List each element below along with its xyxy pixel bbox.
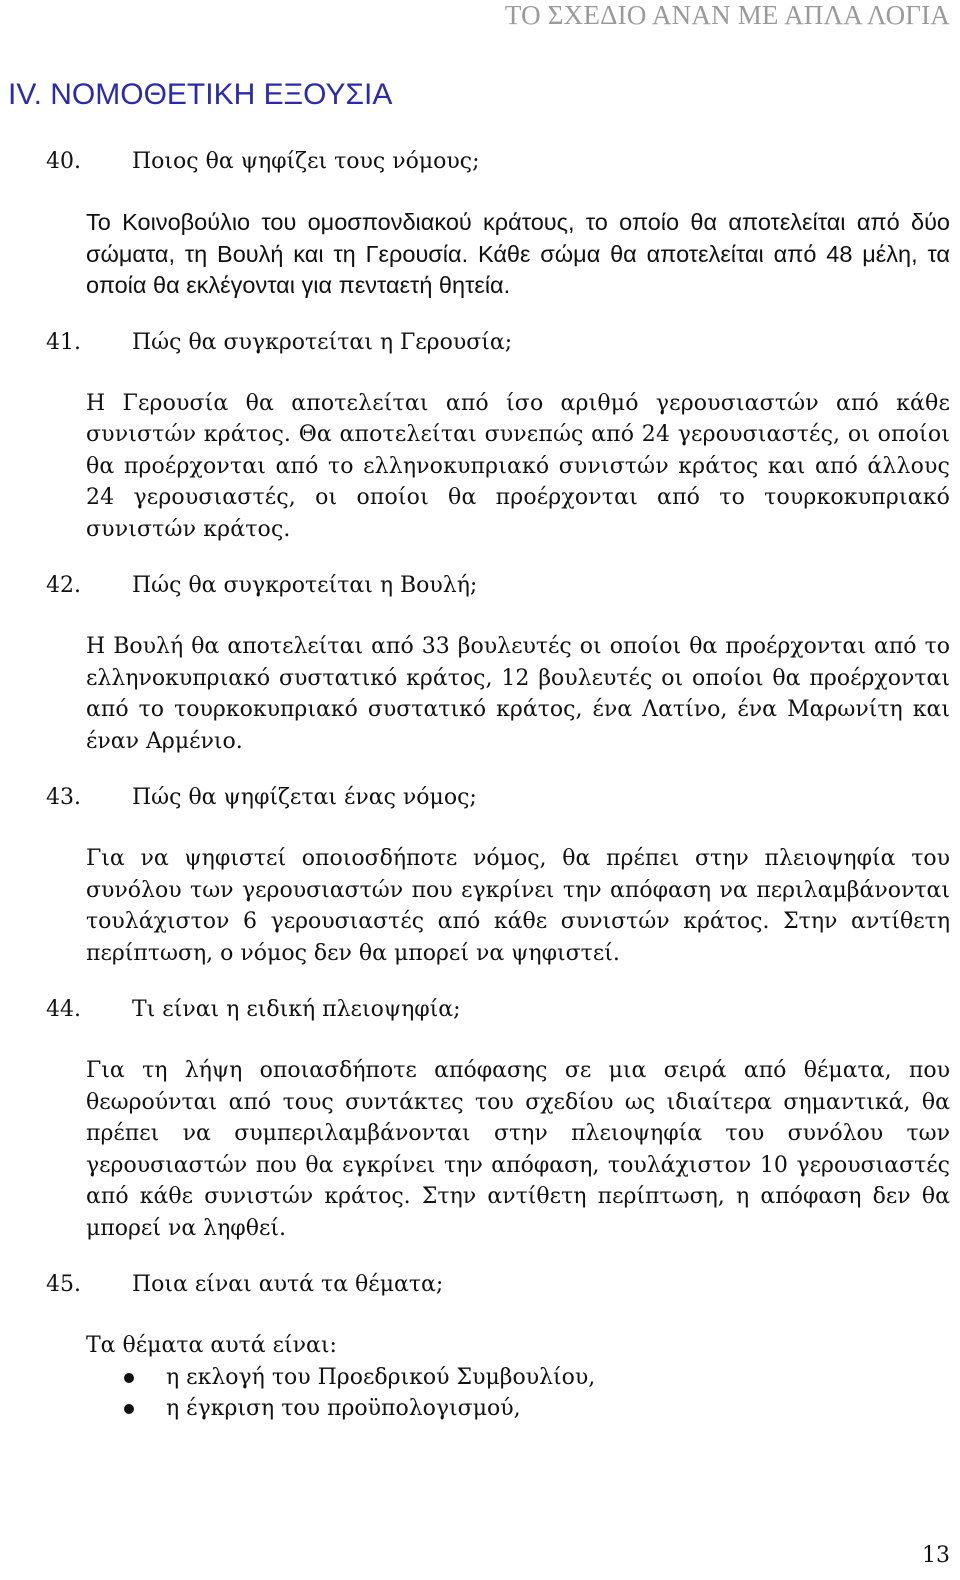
question-number: 45. bbox=[46, 1272, 81, 1297]
list-item bbox=[86, 1362, 960, 1394]
bullet-icon bbox=[124, 1404, 134, 1414]
question-44 bbox=[0, 993, 960, 1027]
topics-list bbox=[86, 1362, 960, 1425]
answer-43: Για να ψηφιστεί οποιοσδήποτε νόμος, θα πρέπει στην πλειοψηφία του συνόλου των γερουσιαστών που εγκρίνει την απόφαση να περιλαμβάνονται τουλάχιστον 6 γερουσιαστές από κάθε συνιστών κράτος. Στην αντίθετη περίπτωση, ο νόμος δεν θα μπορεί να ψηφιστεί. bbox=[86, 846, 950, 966]
question-text: Ποια είναι αυτά τα θέματα; bbox=[132, 1272, 444, 1297]
question-text: Ποιος θα ψηφίζει τους νόμους; bbox=[132, 149, 480, 174]
question-number: 44. bbox=[46, 997, 81, 1022]
question-number: 42. bbox=[46, 573, 81, 598]
question-45 bbox=[0, 1268, 960, 1302]
section-title: IV. ΝΟΜΟΘΕΤΙΚΗ ΕΞΟΥΣΙΑ bbox=[8, 78, 393, 111]
list-item-text: η εκλογή του Προεδρικού Συμβουλίου, bbox=[166, 1364, 596, 1390]
question-40 bbox=[0, 145, 960, 179]
question-number: 41. bbox=[46, 329, 81, 355]
question-number: 40. bbox=[46, 149, 81, 174]
question-text: Πώς θα ψηφίζεται ένας νόμος; bbox=[132, 785, 477, 810]
answer-45-intro: Τα θέματα αυτά είναι: bbox=[86, 1333, 337, 1358]
answer-42: Η Βουλή θα αποτελείται από 33 βουλευτές οι οποίοι θα προέρχονται από το ελληνοκυπριακό συστατικό κράτος, 12 βουλευτές οι οποίοι θα προέρχονται από το τουρκοκυπριακό συστατικό κράτος, ένα Λατίνο, ένα Μαρωνίτη και έναν Αρμένιο. bbox=[86, 634, 950, 754]
list-item-text: η έγκριση του προϋπολογισμού, bbox=[166, 1396, 521, 1421]
answer-40: Το Κοινοβούλιο του ομοσπονδιακού κράτους, το οποίο θα αποτελείται από δύο σώματα, τη Βουλή και τη Γερουσία. Κάθε σώμα θα αποτελείται από 48 μέλη, τα οποία θα εκλέγονται για πενταετή θητεία. bbox=[86, 209, 950, 298]
question-42 bbox=[0, 569, 960, 603]
running-header: ΤΟ ΣΧΕΔΙΟ ΑΝΑΝ ΜΕ ΑΠΛΑ ΛΟΓΙΑ bbox=[504, 0, 950, 30]
question-number: 43. bbox=[46, 785, 81, 810]
question-41 bbox=[0, 326, 960, 360]
question-text: Πώς θα συγκροτείται η Γερουσία; bbox=[132, 329, 513, 355]
document-body bbox=[0, 145, 960, 1425]
page-number: 13 bbox=[922, 1543, 950, 1568]
question-text: Τι είναι η ειδική πλειοψηφία; bbox=[132, 997, 461, 1022]
answer-44: Για τη λήψη οποιασδήποτε απόφασης σε μια σειρά από θέματα, που θεωρούνται από τους συντάκτες του σχεδίου ως ιδιαίτερα σημαντικά, θα πρέπει να συμπεριλαμβάνονται στην πλειοψηφία του συνόλου των γερουσιαστών που θα εγκρίνει την απόφαση, τουλάχιστον 10 γερουσιαστές από κάθε συνιστών κράτος. Στην αντίθετη περίπτωση, η απόφαση δεν θα μπορεί να ληφθεί. bbox=[86, 1058, 950, 1241]
question-43 bbox=[0, 781, 960, 815]
list-item bbox=[86, 1393, 960, 1425]
answer-41: Η Γερουσία θα αποτελείται από ίσο αριθμό γερουσιαστών από κάθε συνιστών κράτος. Θα αποτελείται συνεπώς από 24 γερουσιαστές, οι οποίοι θα προέρχονται από το ελληνοκυπριακό συνιστών κράτος και από άλλους 24 γερουσιαστές, οι οποίοι θα προέρχονται από το τουρκοκυπριακό συνιστών κράτος. bbox=[86, 390, 950, 542]
question-text: Πώς θα συγκροτείται η Βουλή; bbox=[132, 573, 478, 598]
bullet-icon bbox=[124, 1373, 134, 1383]
